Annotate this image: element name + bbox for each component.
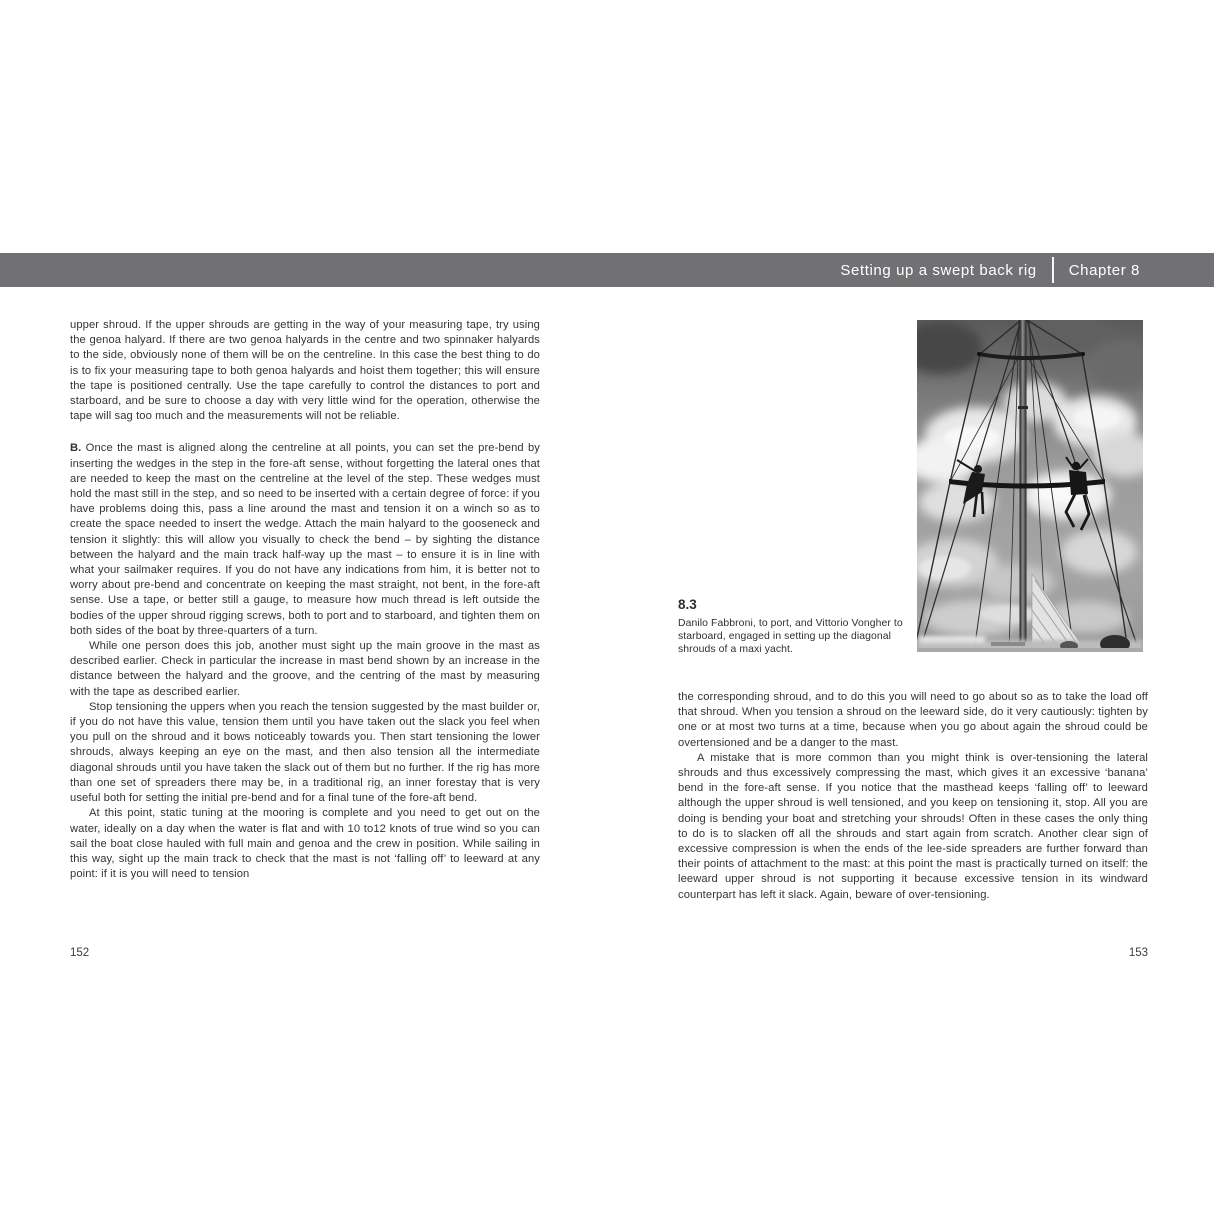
- figure-caption-text: Danilo Fabbroni, to port, and Vittorio Vongher to starboard, engaged in setting up the diagonal shrouds of a maxi yacht.: [678, 618, 903, 655]
- body-paragraph-text: Once the mast is aligned along the centreline at all points, you can set the pre-bend by inserting the wedges in the step in the fore-aft sense, without forgetting the lateral ones that are needed to keep the mast on the centreline at the level of the step. These wedges must hold the mast still in the step, and so need to be inserted with a certain degree of force: if you have problems doing this, pass a line around the mast and tension it on a winch so as to create the space needed to insert the wedge. Attach the main halyard to the gooseneck and tension it slightly: this will allow you visually to check the bend – by sighting the distance between the halyard and the main track half-way up the mast – to ensure it is in line with what your sailmaker requires. If you do not have any indications from him, it is better not to worry about pre-bend and concentrate on keeping the mast straight, not bent, in the fore-aft sense. Use a tape, or better still a gauge, to measure how much thread is left outside the bodies of the upper shroud rigging screws, both to port and to starboard, and tighten them on both sides of the boat by three-quarters of a turn.: [70, 442, 540, 637]
- chapter-header-bar: [0, 253, 1214, 287]
- section-title: Setting up a swept back rig: [840, 261, 1037, 279]
- body-paragraph: While one person does this job, another must sight up the main groove in the mast as described earlier. Check in particular the increase in mast bend shown by an increase in the distance between the halyard and the groove, and the centring of the mast by measuring with the tape as described earlier.: [70, 640, 540, 698]
- spreader-fitting: [1055, 483, 1059, 487]
- figure-number: 8.3: [678, 597, 697, 612]
- body-paragraph: Stop tensioning the uppers when you reach the tension suggested by the mast builder or, if you do not have this value, tension them until you have taken out the slack you feel when you pull on the shroud and it bows noticeably towards you. Then start tensioning the lower shrouds, always keeping an eye on the mast, and then also tension all the intermediate diagonal shrouds until you have taken the slack out of them but no further. If the rig has more than one set of spreaders there may be, in a traditional rig, an inner forestay that is very useful both for setting the initial pre-bend and for a final tune of the fore-aft bend.: [70, 700, 540, 805]
- body-paragraph: the corresponding shroud, and to do this you will need to go about so as to take the load off that shroud. When you tension a shroud on the leeward side, do it very cautiously: tighten by one or at most two turns at a time, because when you go about again the shroud could be overtensioned and be a danger to the mast.: [678, 691, 1148, 749]
- section-b-label: B.: [70, 442, 82, 455]
- page-number-right: 153: [1128, 947, 1148, 959]
- right-page-text-column: [678, 690, 1148, 903]
- body-paragraph: At this point, static tuning at the mooring is complete and you need to get out on the water, ideally on a day when the water is flat and with 10 to12 knots of true wind so you can sail the boat close hauled with full main and genoa and the crew in position. While sailing in this way, sight up the main track to check that the mast is not ‘falling off’ to leeward at any point: if it is you will need to tension: [70, 807, 540, 881]
- body-paragraph: A mistake that is more common than you might think is over-tensioning the lateral shrouds and thus excessively compressing the mast, which gives it an excessive ‘banana’ bend in the fore-aft sense. If you notice that the masthead keeps ‘falling off’ to leeward although the upper shroud is well tensioned, and you keep on tensioning it, stop. All you are doing is bending your boat and stretching your shrouds! Often in these cases the only thing to do is to slacken off all the shrouds and start again from scratch. Another clear sign of excessive compression is when the ends of the lee-side spreaders are further forward than their points of attachment to the mast: at this point the mast is practically turned on itself: the leeward upper shroud is not supporting it because excessive tension in its windward counterpart has left it slack. Again, beware of over-tensioning.: [678, 751, 1148, 901]
- figure-8-3-photo: [917, 320, 1143, 652]
- upper-spreader-port-tip: [977, 352, 981, 356]
- spreader-fitting: [985, 483, 989, 487]
- left-page-text-column: [70, 318, 540, 882]
- header-divider: [1052, 257, 1054, 283]
- mast-photo-illustration: [917, 320, 1143, 652]
- chapter-label: Chapter 8: [1068, 261, 1140, 279]
- mast-fitting: [1018, 406, 1028, 409]
- body-paragraph: upper shroud. If the upper shrouds are getting in the way of your measuring tape, try using the genoa halyard. If there are two genoa halyards in the centre and two spinnaker halyards to the side, obviously none of them will be on the centreline. In this case the best thing to do is to fix your measuring tape to both genoa halyards and hoist them together; this will ensure the tape is positioned centrally. Use the tape carefully to control the distances to port and starboard, and be sure to choose a day with very little wind for the operation, otherwise the tape will sag too much and the measurements will not be reliable.: [70, 319, 540, 423]
- figure-caption-block: [678, 597, 916, 656]
- body-paragraph-section-b: [70, 441, 540, 639]
- page-number-left: 152: [70, 947, 90, 959]
- upper-spreader-starboard-tip: [1081, 352, 1085, 356]
